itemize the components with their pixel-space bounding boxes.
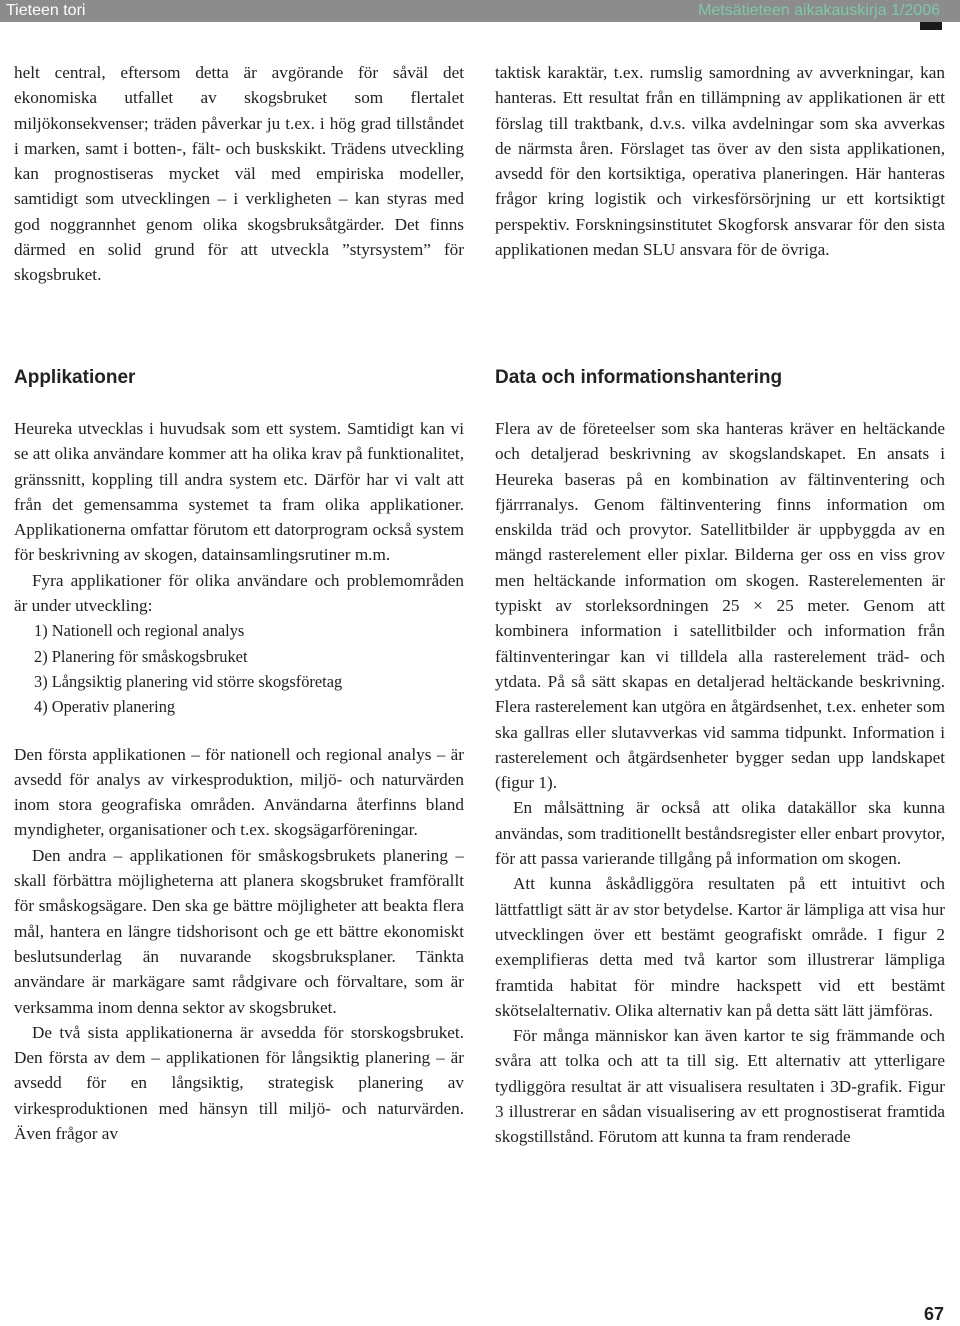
paragraph: Att kunna åskådliggöra resultaten på ett intuitivt och lättfattligt sätt är av stor betydelse. Kartor är lämpliga att visa hur utvecklingen över ett bestämt geografiskt område. I figur 2 exemplifieras detta med två kartor som illustrerar lämpliga framtida habitat för mindre hackspett vid ett bestämt skötselalternativ. Olika alternativ kan på detta sätt lätt jämföras. bbox=[495, 874, 945, 1020]
page-number: 67 bbox=[923, 1304, 944, 1324]
paragraph: För många människor kan även kartor te sig främmande och svåra att tolka och att ta till sig. Ett alternativ att ytterligare tydliggöra resultat är att visualisera resultaten i 3D-grafik. Figur 3 illustrerar en sådan visualisering av ett prognostiserat framtida skogstillstånd. Förutom att kunna ta fram renderade bbox=[495, 1026, 945, 1147]
paragraph: De två sista applikationerna är avsedda för storskogsbruket. Den första av dem – applikationen för långsiktig planering – är avsedd för en långsiktig, strategisk planering av virkesproduktionen med hänsyn till miljö- och naturvärden. Även frågor av bbox=[14, 1022, 464, 1144]
top-right-column bbox=[495, 60, 945, 262]
paragraph: Fyra applikationer för olika användare och problemområden är under utveckling: bbox=[14, 570, 464, 616]
list-item: 2) Planering för småskogsbruket bbox=[34, 646, 248, 666]
left-section-body bbox=[14, 416, 464, 1146]
applications-list bbox=[14, 618, 464, 719]
running-header bbox=[0, 0, 960, 22]
section-heading-data: Data och informationshantering bbox=[495, 367, 783, 388]
paragraph: helt central, eftersom detta är avgörande för såväl det ekonomiska utfallet av skogsbruket som flertalet miljökonsekvenser; träden påverkar ju t.ex. i hög grad tillståndet i marken, samt i botten-, fält- och buskskikt. Trädens utveckling kan prognostiseras mycket väl med empiriska modeller, samtidigt som utvecklingen – i verkligheten – kan styras med god noggrannhet genom olika skogsbruksåtgärder. Det finns därmed en solid grund för att utveckla ”styrsystem” för skogsbruket. bbox=[14, 63, 464, 285]
list-item: 1) Nationell och regional analys bbox=[34, 621, 245, 641]
right-section-body bbox=[495, 416, 945, 1150]
paragraph: taktisk karaktär, t.ex. rumslig samordning av avverkningar, kan hanteras. Ett resultat från en tillämpning av applikationen är ett förslag till traktbank, d.v.s. vilka avdelningar som ska avverkas de närmsta åren. Förslaget tas över av den sista applikationen, avsedd för den kortsiktiga, operativa planeringen. Här hanteras frågor kring logistik och virkesförsörjning ur ett kortsiktigt perspektiv. Forskningsinstitutet Skogforsk ansvarar för den sista applikationen medan SLU ansvara för de övriga. bbox=[495, 63, 945, 260]
header-journal-title: Metsätieteen aikakauskirja 1/2006 bbox=[698, 2, 940, 19]
paragraph: Heureka utvecklas i huvudsak som ett system. Samtidigt kan vi se att olika användare kommer att ha olika krav på funktionalitet, gränssnitt, koppling till andra system etc. Därför har vi valt att från det gemensamma systemet ta fram olika applikationer. Applikationerna omfattar förutom ett datorprogram också system för beskrivning av skogen, datainsamlingsrutiner m.m. bbox=[14, 419, 464, 565]
header-decorative-bar bbox=[920, 22, 942, 30]
top-left-column bbox=[14, 60, 464, 288]
paragraph: Flera av de företeelser som ska hanteras kräver en heltäckande och detaljerad beskrivning av skogslandskapet. En ansats i Heureka baseras på en kombination av fältinventering och fjärrranalys. Genom fältinventering finns information om enskilda träd och provytor. Satellitbilder är uppbyggda av en mängd rasterelement eller pixlar. Bilderna ger oss en viss grov men heltäckande information om skogen. Rasterelementen är typiskt av storleksordningen 25 × 25 meter. Genom att kombinera information i satellitbilder och information från fältinventeringar kan vi tilldela alla rasterelement träd- och ytdata. På så sätt skapas en detaljerad heltäckande beskrivning. Flera rasterelement kan utgöra en åtgärdsenhet, t.ex. enheter som ska gallras eller slutavverkas vid samma tidpunkt. Information i rasterelement och åtgärdsenheter bygger sedan upp landskapet (figur 1). bbox=[495, 419, 945, 793]
paragraph: En målsättning är också att olika datakällor ska kunna användas, som traditionellt beståndsregister eller enbart provytor, för att passa varierande tillgång på information om skogen. bbox=[495, 798, 945, 869]
section-heading-applikationer: Applikationer bbox=[14, 367, 136, 388]
paragraph: Den första applikationen – för nationell och regional analys – är avsedd för analys av virkesproduktion, miljö- och naturvärden inom stora geografiska områden. Användarna återfinns bland myndigheter, organisationer och t.ex. skogsägarföreningar. bbox=[14, 744, 464, 840]
paragraph: Den andra – applikationen för småskogsbrukets planering – skall förbättra möjligheterna att planera skogsbruket framförallt för småskogsägare. Den ska ge bättre möjligheter att beakta flera mål, hantera en längre tidshorisont och ge ett bättre ekonomiskt beslutsunderlag än nuvarande skogsbruksplaner. Tänkta användare är markägare samt rådgivare och förvaltare, som är verksamma inom denna sektor av skogsbruket. bbox=[14, 845, 464, 1017]
list-spacer bbox=[14, 720, 464, 742]
list-item: 3) Långsiktig planering vid större skogsföretag bbox=[34, 671, 343, 691]
header-section-label: Tieteen tori bbox=[6, 2, 86, 19]
list-item: 4) Operativ planering bbox=[34, 697, 176, 717]
